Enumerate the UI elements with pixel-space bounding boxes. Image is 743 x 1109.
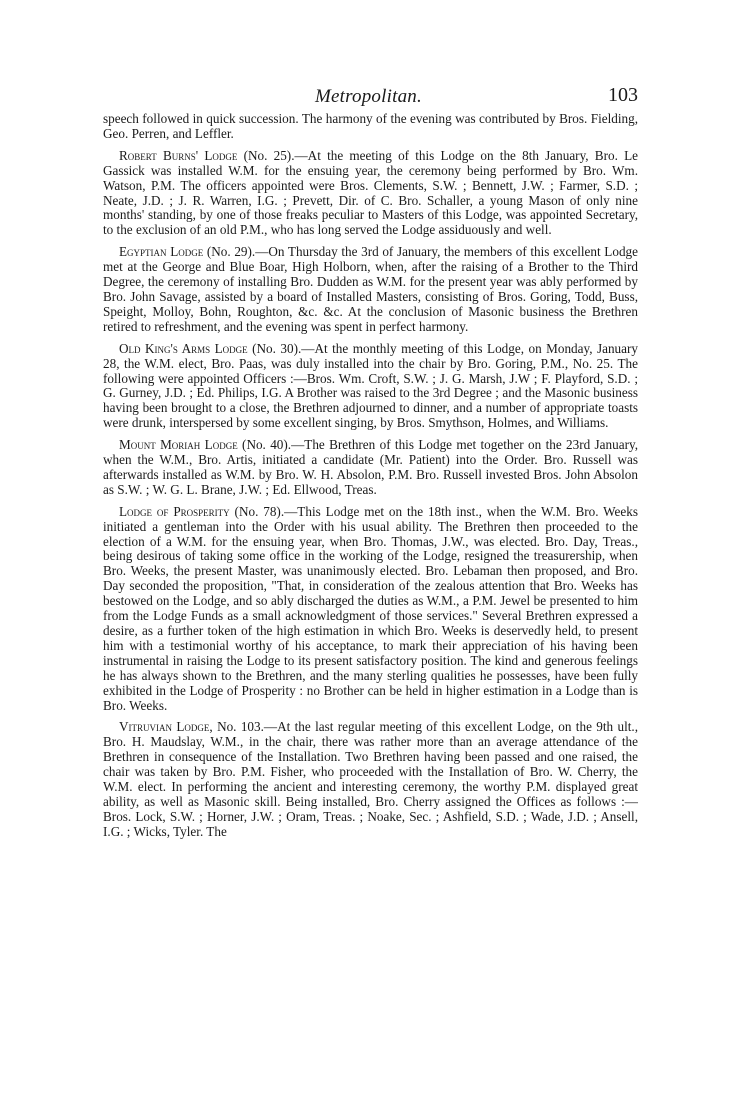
paragraph-text: (No. 40).—The Brethren of this Lodge met together on the 23rd January, when the W.M., Bro. Artis, initiated a candidate (Mr. Patient) into the Order. Bro. Russell was afterwards installed as W.M. by Bro. W. H. Absolon, P.M. Bro. Russell invested Bros. John Absolon as S.W. ; W. G. L. Brane, J.W. ; Ed. Ellwood, Treas. [103, 437, 638, 497]
paragraph-egyptian-lodge [103, 245, 638, 334]
paragraph-text: , No. 103.—At the last regular meeting of this excellent Lodge, on the 9th ult., Bro. H. Maudslay, W.M., in the chair, there was rather more than an average attendance of the Brethren in consequence of the Installation. Two Brethren having been passed and one raised, the chair was taken by Bro. P.M. Fisher, who proceeded with the Installation of Bro. W. Cherry, the W.M. elect. In performing the ancient and interesting ceremony, the worthy P.M. displayed great ability, as well as Masonic skill. Being installed, Bro. Cherry assigned the Offices as follows :—Bros. Lock, S.W. ; Horner, J.W. ; Oram, Treas. ; Noake, Sec. ; Ashfield, S.D. ; Wade, J.D. ; Ansell, I.G. ; Wicks, Tyler. The [103, 719, 638, 839]
paragraph-lodge-of-prosperity [103, 505, 638, 714]
lodge-name: Mount Moriah Lodge [119, 437, 238, 453]
paragraph-vitruvian-lodge [103, 720, 638, 839]
paragraph-text: speech followed in quick succession. The harmony of the evening was contributed by Bros. Fielding, Geo. Perren, and Leffler. [103, 111, 638, 141]
lodge-name: Vitruvian Lodge [119, 719, 210, 735]
paragraph-text: (No. 29).—On Thursday the 3rd of January, the members of this excellent Lodge met at the George and Blue Boar, High Holborn, when, after the raising of a Brother to the Third Degree, the ceremony of installing Bro. Dudden as W.M. for the present year was ably performed by Bro. John Savage, assisted by a board of Installed Masters, consisting of Bros. Goring, Todd, Buss, Speight, Molloy, Bohn, Roughton, &c. &c. At the conclusion of Masonic business the Brethren retired to refreshment, and the evening was spent in perfect harmony. [103, 244, 639, 334]
paragraph-text: (No. 30).—At the monthly meeting of this Lodge, on Monday, January 28, the W.M. elect, Bro. Paas, was duly installed into the chair by Bro. Goring, P.M., No. 25. The following were appointed Officers :—Bros. Wm. Croft, S.W. ; J. G. Marsh, J.W ; F. Playford, S.D. ; G. Gurney, J.D. ; Ed. Philips, I.G. A Brother was raised to the 3rd Degree ; and the Masonic business having been brought to a close, the Brethren adjourned to dinner, and a number of appropriate toasts were drunk, interspersed by some excellent singing, by Bros. Smythson, Holmes, and Williams. [103, 340, 638, 431]
paragraph-robert-burns-lodge [103, 149, 638, 238]
page-number: 103 [608, 84, 638, 106]
lodge-name: Old King's Arms Lodge [119, 340, 248, 356]
paragraph-mount-moriah-lodge [103, 438, 638, 498]
page-header [103, 78, 638, 112]
running-title: Metropolitan. [315, 86, 422, 107]
paragraph-text: (No. 78).—This Lodge met on the 18th inst., when the W.M. Bro. Weeks initiated a gentleman into the Order with his usual ability. The Brethren then proceeded to the election of a W.M. for the ensuing year, when Bro. Thomas, J.W., was elected. Bro. Day, Treas., being desirous of taking some office in the working of the Lodge, resigned the treasurership, when Bro. Weeks, the present Master, was unanimously elected. Bro. Lebaman then proposed, and Bro. Day seconded the proposition, "That, in consideration of the zealous attention that Bro. Weeks has bestowed on the Lodge, and so ably discharged the duties as W.M., a P.M. Jewel be presented to him from the Lodge Funds as a small acknowledgment of those services." Several Brethren expressed a desire, as a further token of the high estimation in which Bro. Weeks is deservedly held, to present him with a testimonial worthy of his acceptance, to mark their appreciation of his having been instrumental in raising the Lodge to its present satisfactory position. The kind and generous feelings he has always shown to the Brethren, and the many sterling qualities he possesses, have been fully exhibited in the Lodge of Prosperity : no Brother can be held in higher estimation in a Lodge than is Bro. Weeks. [103, 503, 638, 713]
paragraph-continuation [103, 112, 638, 142]
lodge-name: Egyptian Lodge [119, 244, 204, 260]
lodge-name: Robert Burns' Lodge [119, 147, 238, 163]
paragraph-old-kings-arms-lodge [103, 342, 638, 431]
page [103, 78, 638, 844]
lodge-name: Lodge of Prosperity [119, 503, 230, 519]
paragraph-text: (No. 25).—At the meeting of this Lodge on the 8th January, Bro. Le Gassick was installed W.M. for the ensuing year, the ceremony being performed by Bro. Wm. Watson, P.M. The officers appointed were Bros. Clements, S.W. ; Bennett, J.W. ; Farmer, S.D. ; Neate, J.D. ; J. R. Warren, I.G. ; Prevett, Dir. of C. Bro. Schaller, a young Mason of only nine months' standing, by one of those freaks peculiar to Masters of this Lodge, was appointed Secretary, to the exclusion of an old P.M., who has long served the Lodge assiduously and well. [103, 147, 638, 238]
